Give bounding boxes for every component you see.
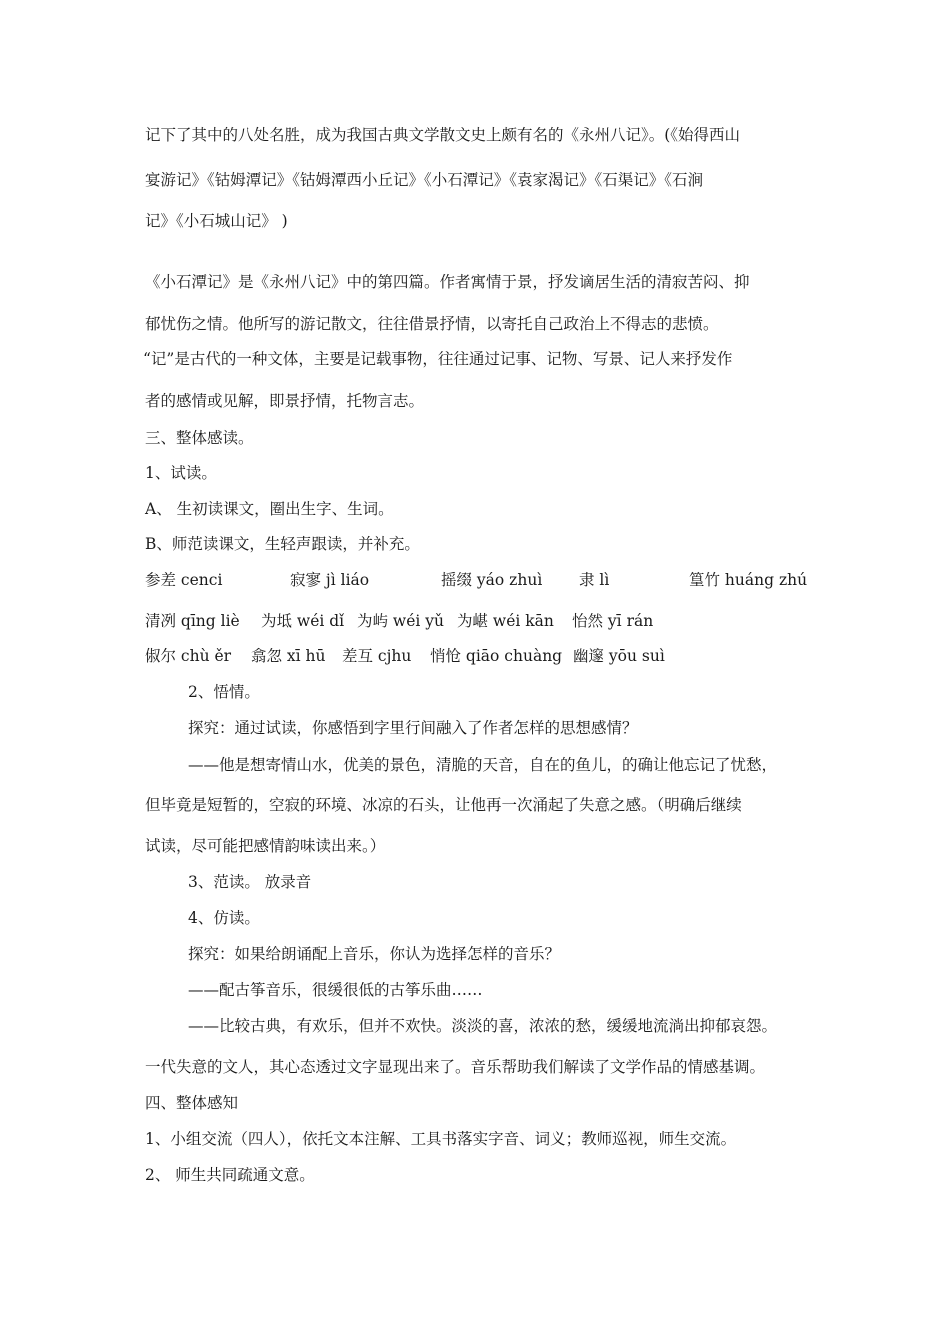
section-4-step-2: 2、 师生共同疏通文意。 — [145, 1166, 315, 1184]
step-1-trial-reading: 1、试读。 — [145, 464, 217, 482]
answer-1-line-3: 试读，尽可能把感情韵味读出来。） — [145, 837, 386, 855]
step-4-imitation-reading: 4、仿读。 — [188, 909, 260, 927]
answer-2: ——配古筝音乐，很缓很低的古筝乐曲…… — [188, 981, 483, 999]
vocab-item: 清冽 qīng liè — [145, 612, 240, 630]
vocab-item: 为坻 wéi dǐ — [261, 612, 345, 630]
vocab-item: 翕忽 xī hū — [251, 647, 326, 665]
section-4-heading: 四、整体感知 — [145, 1094, 239, 1112]
intro-line-2: 宴游记》《钴姆潭记》《钴姆潭西小丘记》《小石潭记》《袁家渴记》《石渠记》《石涧 — [145, 171, 704, 189]
explore-question-1: 探究：通过试读，你感悟到字里行间融入了作者怎样的思想感情？ — [188, 719, 638, 737]
step-b: B、师范读课文，生轻声跟读，并补充。 — [145, 535, 420, 553]
vocab-item: 为屿 wéi yǔ — [357, 612, 444, 630]
vocab-item: 参差 cenci — [145, 571, 223, 589]
explore-question-2: 探究：如果给朗诵配上音乐，你认为选择怎样的音乐？ — [188, 945, 561, 963]
vocab-item: 篁竹 huáng zhú — [689, 571, 808, 589]
intro-line-3: 记》《小石城山记》 ) — [145, 212, 288, 230]
vocab-row-3 — [145, 646, 825, 666]
background-line-3: “记”是古代的一种文体，主要是记载事物，往往通过记事、记物、写景、记人来抒发作 — [143, 350, 733, 368]
section-4-step-1: 1、小组交流（四人），依托文本注解、工具书落实字音、词义；教师巡视，师生交流。 — [145, 1130, 737, 1148]
vocab-item: 怡然 yī rán — [572, 612, 654, 630]
step-a: A、 生初读课文，圈出生字、生词。 — [145, 500, 394, 518]
vocab-item: 俶尔 chù ěr — [145, 647, 232, 665]
vocab-item: 差互 cjhu — [342, 647, 412, 665]
background-line-4: 者的感情或见解，即景抒情，托物言志。 — [145, 392, 425, 410]
answer-3-line-1: ——比较古典，有欢乐，但并不欢快。淡淡的喜，浓浓的愁，缓缓地流淌出抑郁哀怨。 — [188, 1017, 778, 1035]
vocab-item: 幽邃 yōu suì — [573, 647, 665, 665]
step-3-model-reading: 3、范读。 放录音 — [188, 873, 312, 891]
background-line-1: 《小石潭记》是《永州八记》中的第四篇。作者寓情于景，抒发谪居生活的清寂苦闷、抑 — [145, 273, 750, 291]
intro-line-1: 记下了其中的八处名胜，成为我国古典文学散文史上颇有名的《永州八记》。(《始得西山 — [145, 126, 741, 144]
vocab-item: 摇缀 yáo zhuì — [441, 571, 543, 589]
vocab-row-1 — [145, 570, 825, 590]
vocab-item: 寂寥 jì liáo — [290, 571, 370, 589]
background-line-2: 郁忧伤之情。他所写的游记散文，往往借景抒情，以寄托自己政治上不得志的悲愤。 — [145, 315, 719, 333]
vocab-item: 悄怆 qiāo chuàng — [430, 647, 563, 665]
answer-1-line-2: 但毕竟是短暂的，空寂的环境、冰凉的石头，让他再一次涌起了失意之感。（明确后继续 — [145, 796, 742, 814]
vocab-item: 隶 lì — [579, 571, 610, 589]
answer-1-line-1: ——他是想寄情山水，优美的景色，清脆的天音，自在的鱼儿，的确让他忘记了忧愁， — [188, 756, 778, 774]
answer-3-line-2: 一代失意的文人，其心态透过文字显现出来了。音乐帮助我们解读了文学作品的情感基调。 — [145, 1058, 766, 1076]
vocab-row-2 — [145, 611, 825, 631]
step-2-feeling: 2、悟情。 — [188, 683, 260, 701]
vocab-item: 为嵁 wéi kān — [457, 612, 554, 630]
section-3-heading: 三、整体感读。 — [145, 429, 254, 447]
